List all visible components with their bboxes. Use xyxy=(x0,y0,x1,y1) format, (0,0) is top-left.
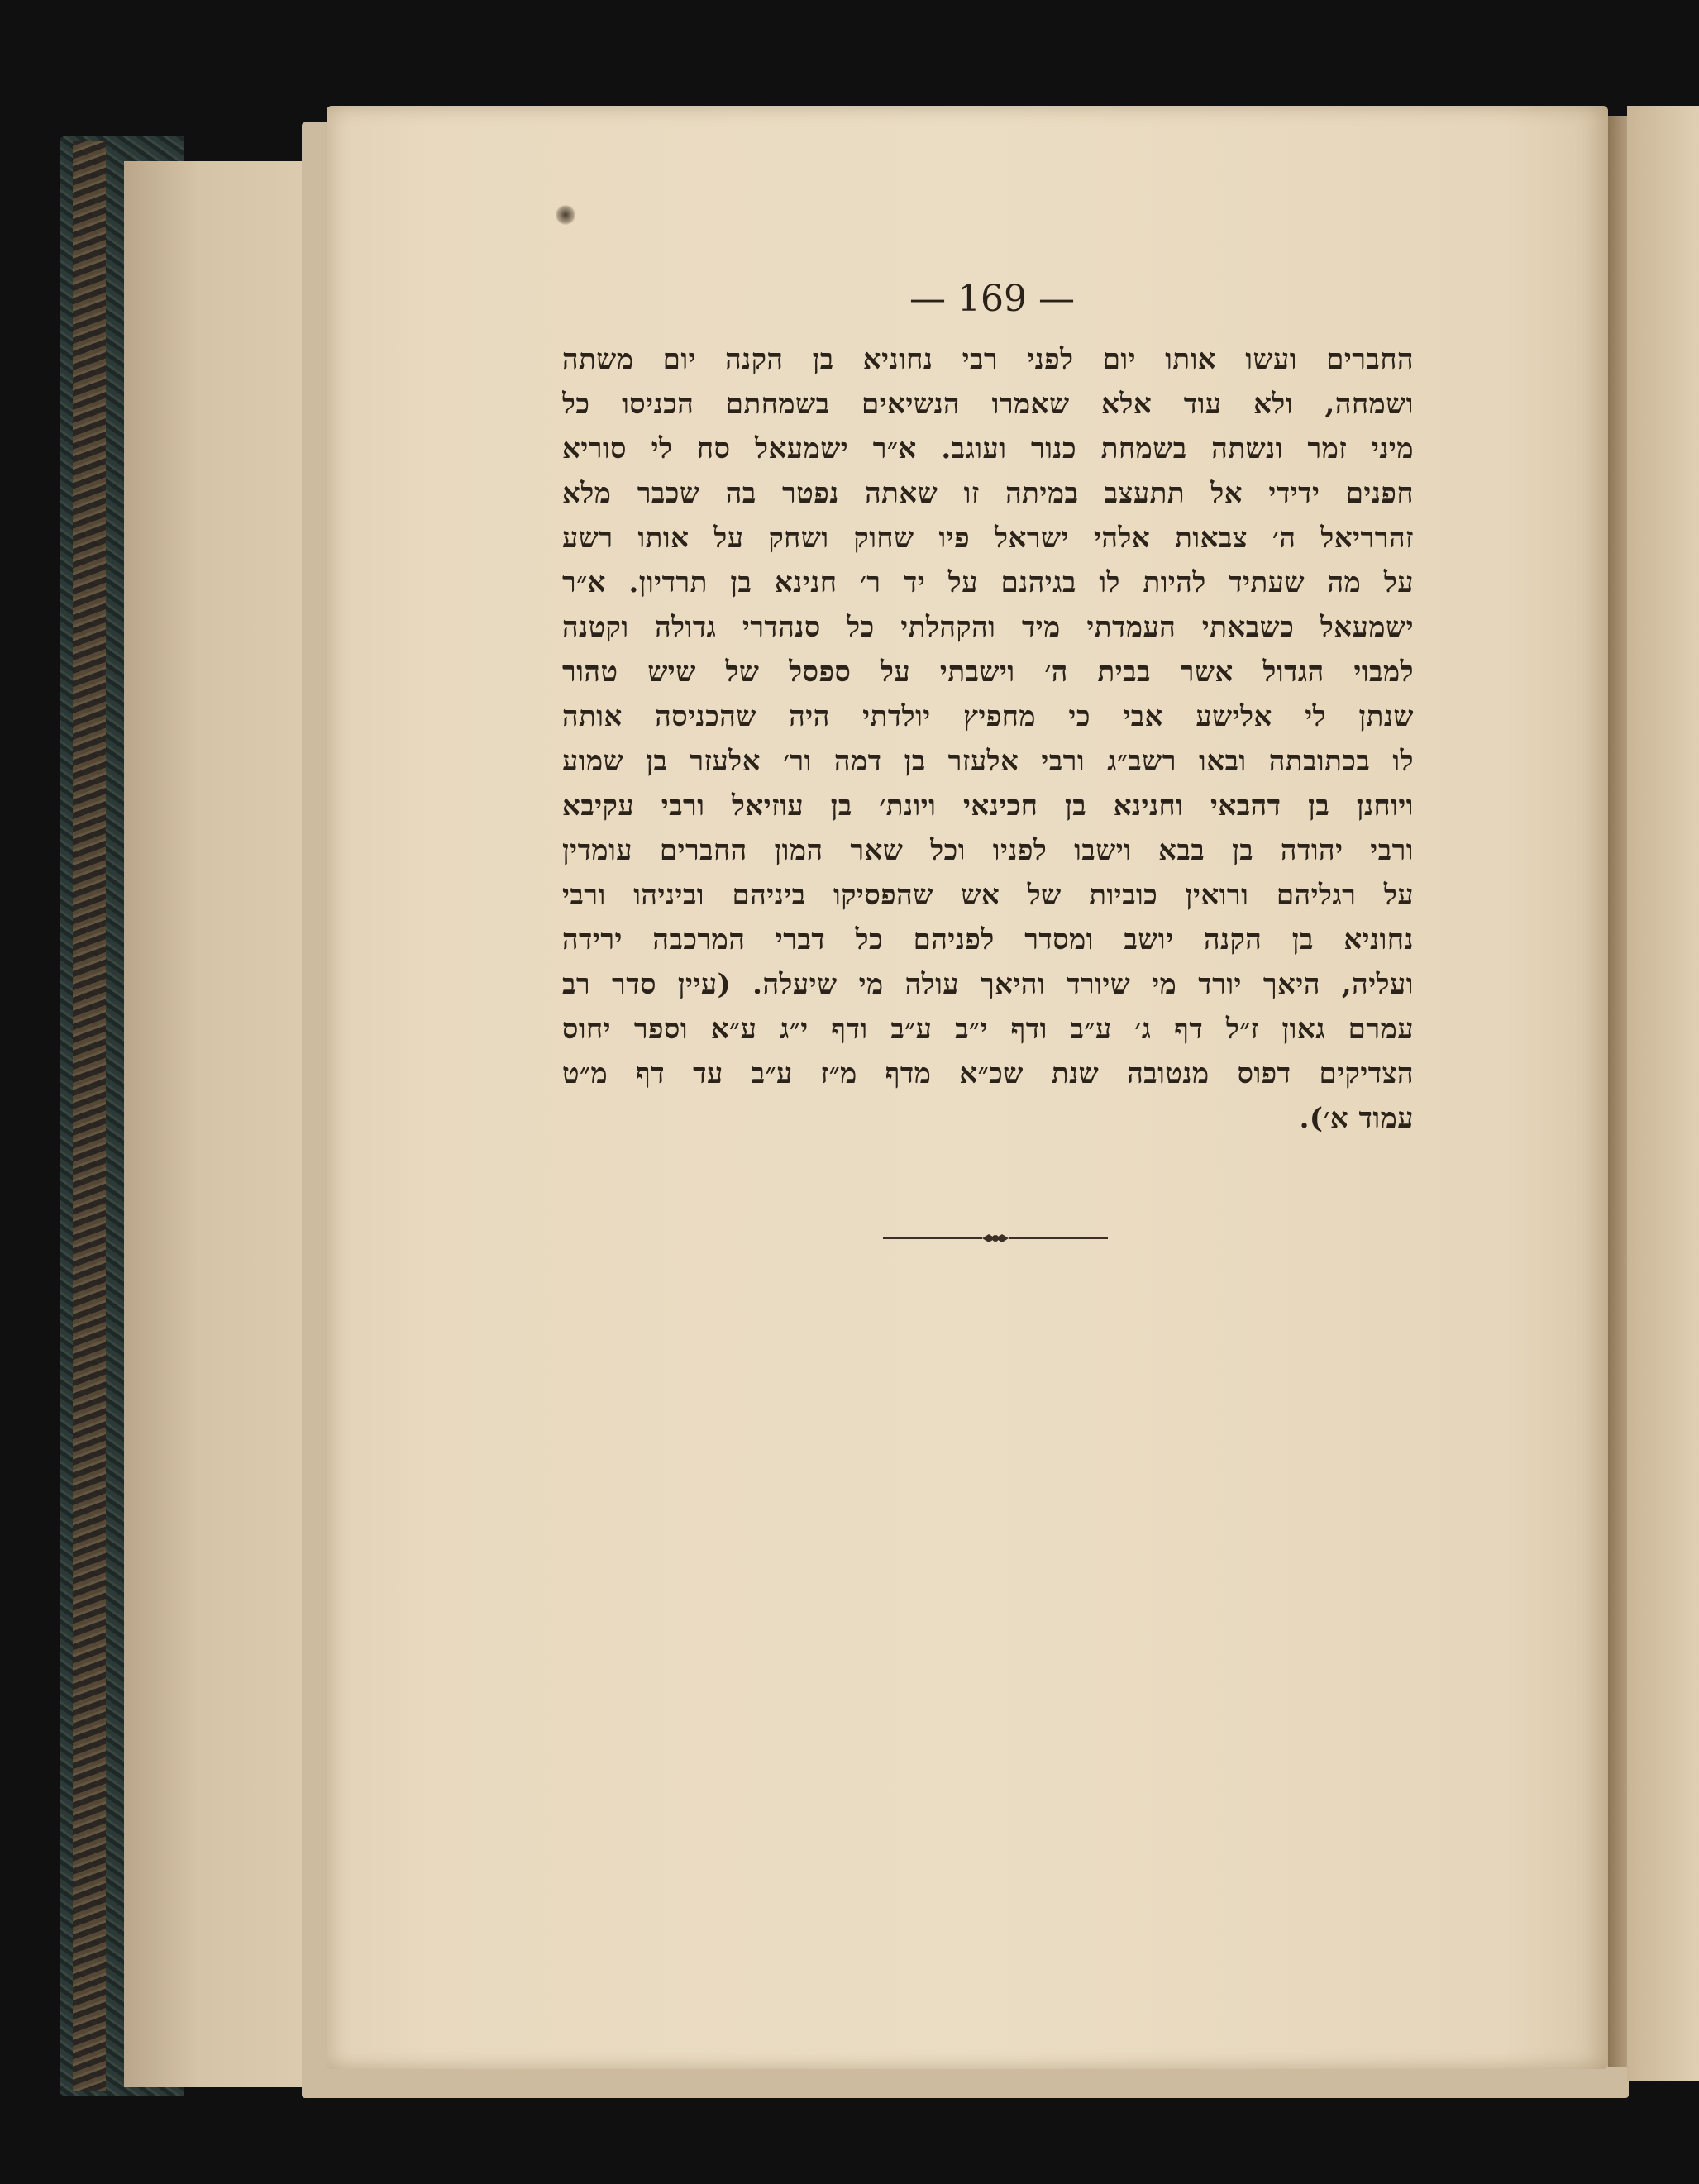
page-gutter xyxy=(1608,116,1629,2067)
text-line: מיני זמר ונשתה בשמחת כנור ועוגב. א״ר ישמעאל סח לי סוריא xyxy=(562,432,1414,465)
ink-spot xyxy=(556,205,575,225)
text-line: ושמחה, ולא עוד אלא שאמרו הנשיאים בשמחתם הכניסו כל xyxy=(562,388,1414,421)
text-line: חפנים ידידי אל תתעצב במיתה זו שאתה נפטר בה שכבר מלא xyxy=(562,477,1414,510)
page-number: — 169 — xyxy=(909,278,1075,320)
text-line: ועליה, היאך יורד מי שיורד והיאך עולה מי שיעלה. (עיין סדר רב xyxy=(562,968,1414,1001)
text-line: על רגליהם ורואין כוביות של אש שהפסיקו ביניהם וביניהו ורבי xyxy=(562,879,1414,912)
left-page-edge xyxy=(124,161,314,2087)
text-line: שנתן לי אלישע אבי כי מחפיץ יולדתי היה שהכניסה אותה xyxy=(562,700,1414,733)
page-body-text xyxy=(562,337,1414,1141)
text-line: החברים ועשו אותו יום לפני רבי נחוניא בן הקנה יום משתה xyxy=(562,343,1414,376)
text-line: הצדיקים דפוס מנטובה שנת שכ״א מדף מ״ז ע״ב עד דף מ״ט xyxy=(562,1057,1414,1090)
text-line: ויוחנן בן דהבאי וחנינא בן חכינאי ויונת׳ בן עוזיאל ורבי עקיבא xyxy=(562,789,1414,823)
book-spine xyxy=(73,141,106,2091)
text-line: לו בכתובתה ובאו רשב״ג ורבי אלעזר בן דמה ור׳ אלעזר בן שמוע xyxy=(562,745,1414,778)
next-page-edge xyxy=(1627,106,1699,2081)
text-line: עמרם גאון ז״ל דף ג׳ ע״ב ודף י״ב ע״ב ודף י״ג ע״א וספר יחוס xyxy=(562,1013,1414,1046)
text-line: על מה שעתיד להיות לו בגיהנם על יד ר׳ חנינא בן תרדיון. א״ר xyxy=(562,566,1414,599)
section-divider-icon xyxy=(883,1230,1108,1247)
text-line-last: עמוד א׳). xyxy=(1299,1102,1414,1135)
text-line: ורבי יהודה בן בבא וישבו לפניו וכל שאר המון החברים עומדין xyxy=(562,834,1414,867)
text-line: זהרריאל ה׳ צבאות אלהי ישראל פיו שחוק ושחק על אותו רשע xyxy=(562,522,1414,555)
text-line: ישמעאל כשבאתי העמדתי מיד והקהלתי כל סנהדרי גדולה וקטנה xyxy=(562,611,1414,644)
text-line: נחוניא בן הקנה יושב ומסדר לפניהם כל דברי המרכבה ירידה xyxy=(562,923,1414,956)
text-line: למבוי הגדול אשר בבית ה׳ וישבתי על ספסל של שיש טהור xyxy=(562,656,1414,689)
